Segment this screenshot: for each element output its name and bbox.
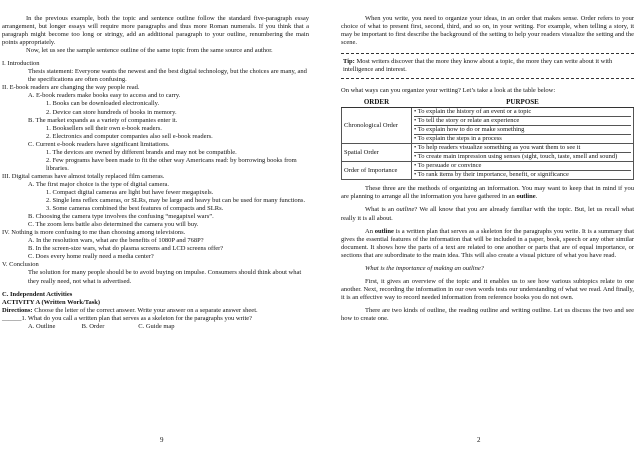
tip-label: Tip: (343, 58, 355, 66)
directions-text: Choose the letter of the correct answer. Write your answer on a separate answer sheet. (32, 306, 258, 314)
sentence-outline (2, 60, 309, 285)
outline-line: A. The first major choice is the type of digital camera. (28, 180, 170, 188)
intro-paragraph-2: Now, let us see the sample sentence outline of the same topic from the same source and author. (26, 47, 273, 55)
outline-line: A. E-book readers make books easy to access and to carry. (28, 92, 181, 100)
outline-line: C. Does every home really need a media center? (28, 253, 154, 261)
outline-line: I. Introduction (2, 60, 40, 68)
outline-line: 1. Books can be downloaded electronically. (46, 100, 160, 108)
purpose-item: • To create main impression using senses (sight, touch, taste, smell and sound) (414, 152, 631, 161)
tip-text: Most writers discover that the more they know about a topic, the more they can write about it with intelligence and interest. (343, 58, 613, 74)
outline-line: 2. Single lens reflex cameras, or SLRs, may be large and heavy but can be used for many functions. (46, 197, 306, 205)
page-number-left: 9 (160, 436, 164, 445)
table-row (342, 108, 634, 144)
table-row (342, 162, 634, 180)
directions (2, 307, 309, 315)
purpose-cell (412, 108, 634, 144)
purpose-item: • To explain how to do or make something (414, 125, 631, 134)
question-1: ______1. What do you call a written plan that serves as a skeleton for the paragraphs you write? (2, 314, 253, 322)
importance-paragraph: First, it gives an overview of the topic and it enables us to see how various subtopics relate to one another. Next, recording the information in our own words tests our understanding of what we read. And finally, it is an effective way to record needed information from reference books you do not own. (341, 277, 634, 301)
outline-line: C. The zoom lens battle also determined the camera you will buy. (28, 221, 199, 229)
outline-line: 1. Booksellers sell their own e-book readers. (46, 124, 162, 132)
outline-line: IV. Nothing is more confusing to me than choosing among televisions. (2, 229, 186, 237)
outline-term: outline (516, 193, 536, 201)
methods-paragraph: These three are the methods of organizing an information. You may want to keep that in mind if you are planning to arrange all the information you have gathered in an outline. (341, 185, 634, 201)
order-table (341, 98, 634, 180)
header-order: ORDER (342, 98, 412, 107)
order-cell: Order of Importance (342, 162, 412, 180)
section-title: C. Independent Activities (2, 290, 73, 298)
outline-line: A. In the resolution wars, what are the benefits of 1080P and 768P? (28, 237, 204, 245)
outline-line: 1. Compact digital cameras are light but have fewer megapixels. (46, 188, 214, 196)
recall-paragraph: What is an outline? We all know that you are already familiar with the topic. But, let us recall what really it is all about. (341, 206, 635, 222)
page-number-right: 2 (477, 436, 481, 445)
order-cell: Chronological Order (342, 108, 412, 144)
header-purpose: PURPOSE (412, 98, 634, 107)
table-row (342, 144, 634, 162)
definition-paragraph: An outline is a written plan that serves as a skeleton for the paragraphs you write. It is a summary that gives the essential features of the information that will be included in a paper, book, speech or any other similar document. It shows how the parts of a text are related to one another or parts that are of equal importance, or sections that are subordinate to the main idea. This will also create a visual picture of what you have read. (341, 227, 634, 259)
choice-c: C. Guide map (138, 322, 175, 330)
directions-label: Directions: (2, 306, 33, 314)
purpose-cell (412, 162, 634, 180)
outline-line: 2. Device can store hundreds of books in memory. (46, 108, 177, 116)
purpose-item: • To explain the steps in a process (414, 134, 631, 143)
purpose-item: • To help readers visualize something as you want them to see it (414, 144, 581, 152)
answer-choices (2, 323, 309, 331)
outline-line: 2. Electronics and computer companies also sell e-book readers. (46, 132, 213, 140)
kinds-paragraph: There are two kinds of outline, the reading outline and writing outline. Let us discuss the two and see how to create one. (341, 306, 634, 322)
activity-title: ACTIVITY A (Written Work/Task) (2, 298, 101, 306)
outline-line: III. Digital cameras have almost totally replaced film cameras. (2, 172, 165, 180)
purpose-item: • To tell the story or relate an experience (414, 116, 631, 125)
choice-a: A. Outline (28, 322, 56, 330)
outline-line: 1. The devices are owned by different brands and may not be compatible. (46, 148, 237, 156)
outline-line: Thesis statement: Everyone wants the newest and the best digital technology, but the choices are many, and the specifications are often confusing. (28, 68, 307, 84)
table-intro-question: On what ways can you organize your writing? Let’s take a look at the table below: (341, 87, 556, 95)
outline-line: II. E-book readers are changing the way people read. (2, 84, 140, 92)
outline-line: 3. Some cameras combined the best features of compacts and SLRs. (46, 205, 224, 213)
choice-b: B. Order (81, 322, 105, 330)
purpose-item: • To rank items by their importance, benefit, or significance (414, 170, 631, 179)
outline-line: The solution for many people should be to avoid buying on impulse. Consumers should think about what they really need, not what is advertised. (28, 269, 302, 285)
importance-question: What is the importance of making an outline? (365, 264, 484, 272)
outline-line: V. Conclusion (2, 261, 39, 269)
right-page (319, 0, 638, 451)
outline-line: B. Choosing the camera type involves the confusing “megapixel wars”. (28, 213, 214, 221)
outline-line: 2. Few programs have been made to fit the other way Americans read: by borrowing books from libraries. (46, 156, 297, 172)
outline-line: B. In the screen-size wars, what do plasma screens and LCD screens offer? (28, 245, 224, 253)
purpose-item: • To persuade or convince (414, 162, 482, 170)
activities-section (2, 291, 309, 331)
outline-line: B. The market expands as a variety of companies enter it. (28, 116, 178, 124)
purpose-item: • To explain the history of an event or a topic (414, 108, 532, 115)
order-paragraph: When you write, you need to organize your ideas, in an order that makes sense. Order refers to your choice of what to present first, second, third, and so on, in your writing. For example, when telling a story, it may be important to first describe the background of the setting to help your readers visualize the setting and the scene. (341, 15, 634, 47)
intro-paragraph-1: In the previous example, both the topic and sentence outline follow the standard five-paragraph essay arrangement, but longer essays will require more paragraphs and thus more Roman numerals. If you think that a paragraph might become too long or stringy, add an additional paragraph to your outline, renumbering the main points appropriately. (2, 15, 309, 47)
outline-line: C. Current e-book readers have significant limitations. (28, 140, 170, 148)
order-cell: Spatial Order (342, 144, 412, 162)
tip-box (341, 53, 634, 79)
purpose-cell (412, 144, 634, 162)
